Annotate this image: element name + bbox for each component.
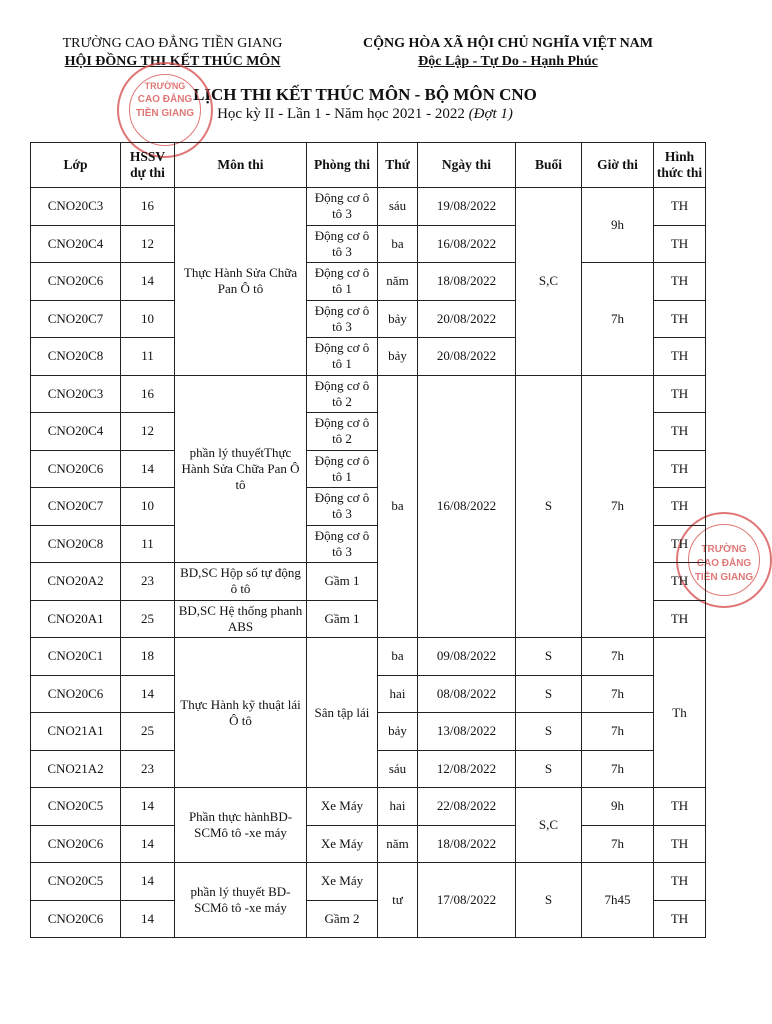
- cell-mon: BD,SC Hệ thống phanh ABS: [175, 600, 307, 638]
- cell-hssv: 16: [121, 188, 175, 226]
- cell-hinh: Th: [654, 638, 706, 788]
- cell-buoi: S: [516, 750, 582, 788]
- cell-hssv: 16: [121, 375, 175, 413]
- cell-thu: sáu: [378, 750, 418, 788]
- cell-buoi: S: [516, 375, 582, 638]
- cell-gio: 9h: [582, 788, 654, 826]
- cell-thu: ba: [378, 375, 418, 638]
- cell-ngay: 18/08/2022: [418, 263, 516, 301]
- col-header-phong: Phòng thi: [307, 143, 378, 188]
- col-header-buoi: Buổi: [516, 143, 582, 188]
- stamp2-line-2: CAO ĐẲNG: [696, 558, 752, 569]
- cell-hssv: 11: [121, 525, 175, 563]
- cell-thu: ba: [378, 225, 418, 263]
- cell-hinh: TH: [654, 563, 706, 601]
- cell-gio: 9h: [582, 188, 654, 263]
- table-row: [31, 638, 706, 676]
- cell-hssv: 14: [121, 825, 175, 863]
- cell-phong: Động cơ ô tô 3: [307, 488, 378, 526]
- cell-phong: Gầm 1: [307, 563, 378, 601]
- national-header: [318, 35, 698, 71]
- cell-hinh: TH: [654, 788, 706, 826]
- col-header-hinh: Hình thức thi: [654, 143, 706, 188]
- cell-hssv: 25: [121, 600, 175, 638]
- cell-phong: Xe Máy: [307, 825, 378, 863]
- stamp-line-3: TIỀN GIANG: [135, 108, 195, 119]
- exam-schedule-table: [30, 142, 706, 938]
- cell-phong: Động cơ ô tô 1: [307, 338, 378, 376]
- cell-gio: 7h: [582, 263, 654, 376]
- cell-hinh: TH: [654, 863, 706, 901]
- cell-lop: CNO20C7: [31, 300, 121, 338]
- cell-hinh: TH: [654, 375, 706, 413]
- cell-hssv: 18: [121, 638, 175, 676]
- cell-hinh: TH: [654, 525, 706, 563]
- cell-lop: CNO20C6: [31, 900, 121, 938]
- cell-mon: phần lý thuyết BD-SCMô tô -xe máy: [175, 863, 307, 938]
- cell-phong: Động cơ ô tô 1: [307, 450, 378, 488]
- cell-lop: CNO20A2: [31, 563, 121, 601]
- cell-lop: CNO20C4: [31, 225, 121, 263]
- table-row: [31, 825, 706, 863]
- cell-thu: bảy: [378, 338, 418, 376]
- cell-lop: CNO21A1: [31, 713, 121, 751]
- cell-ngay: 22/08/2022: [418, 788, 516, 826]
- table-header-row: [31, 143, 706, 188]
- cell-ngay: 17/08/2022: [418, 863, 516, 938]
- cell-hinh: TH: [654, 263, 706, 301]
- cell-thu: bảy: [378, 300, 418, 338]
- cell-hssv: 11: [121, 338, 175, 376]
- cell-ngay: 16/08/2022: [418, 375, 516, 638]
- document-subtitle: [0, 106, 730, 123]
- cell-lop: CNO20C8: [31, 525, 121, 563]
- cell-hssv: 25: [121, 713, 175, 751]
- col-header-lop: Lớp: [31, 143, 121, 188]
- table-row: [31, 863, 706, 901]
- cell-hssv: 10: [121, 300, 175, 338]
- table-row: [31, 375, 706, 413]
- cell-phong: Động cơ ô tô 2: [307, 375, 378, 413]
- cell-lop: CNO20C3: [31, 188, 121, 226]
- cell-lop: CNO20C4: [31, 413, 121, 451]
- col-header-gio: Giờ thi: [582, 143, 654, 188]
- table-row: [31, 263, 706, 301]
- cell-ngay: 13/08/2022: [418, 713, 516, 751]
- national-motto-line2: Độc Lập - Tự Do - Hạnh Phúc: [418, 54, 598, 69]
- cell-phong: Động cơ ô tô 3: [307, 300, 378, 338]
- cell-thu: bảy: [378, 713, 418, 751]
- cell-gio: 7h: [582, 825, 654, 863]
- cell-mon: Thực Hành Sửa Chữa Pan Ô tô: [175, 188, 307, 376]
- cell-hssv: 14: [121, 788, 175, 826]
- cell-hinh: TH: [654, 825, 706, 863]
- subtitle-text: Học kỳ II - Lần 1 - Năm học 2021 - 2022: [217, 106, 465, 122]
- cell-buoi: S: [516, 863, 582, 938]
- cell-mon: Thực Hành kỹ thuật lái Ô tô: [175, 638, 307, 788]
- cell-lop: CNO20C6: [31, 263, 121, 301]
- cell-lop: CNO20C5: [31, 863, 121, 901]
- cell-thu: năm: [378, 263, 418, 301]
- cell-buoi: S: [516, 638, 582, 676]
- cell-phong: Gầm 1: [307, 600, 378, 638]
- cell-ngay: 08/08/2022: [418, 675, 516, 713]
- cell-mon: Phần thực hànhBD-SCMô tô -xe máy: [175, 788, 307, 863]
- cell-hssv: 14: [121, 675, 175, 713]
- cell-phong: Động cơ ô tô 3: [307, 188, 378, 226]
- cell-thu: ba: [378, 638, 418, 676]
- cell-ngay: 16/08/2022: [418, 225, 516, 263]
- cell-ngay: 19/08/2022: [418, 188, 516, 226]
- cell-gio: 7h: [582, 638, 654, 676]
- col-header-thu: Thứ: [378, 143, 418, 188]
- cell-gio: 7h: [582, 750, 654, 788]
- cell-thu: hai: [378, 675, 418, 713]
- school-header: [40, 35, 305, 71]
- school-name: TRƯỜNG CAO ĐẲNG TIỀN GIANG: [62, 36, 283, 51]
- stamp2-line-1: TRƯỜNG: [701, 544, 747, 555]
- cell-hssv: 14: [121, 900, 175, 938]
- col-header-mon: Môn thi: [175, 143, 307, 188]
- table-row: [31, 188, 706, 226]
- cell-phong: Động cơ ô tô 3: [307, 525, 378, 563]
- national-motto-line1: CỘNG HÒA XÃ HỘI CHỦ NGHĨA VIỆT NAM: [362, 36, 653, 51]
- cell-phong: Động cơ ô tô 3: [307, 225, 378, 263]
- cell-hinh: TH: [654, 488, 706, 526]
- cell-hssv: 12: [121, 413, 175, 451]
- stamp-line-2: CAO ĐẲNG: [137, 94, 193, 105]
- cell-hssv: 23: [121, 750, 175, 788]
- cell-thu: sáu: [378, 188, 418, 226]
- cell-mon: phần lý thuyếtThực Hành Sửa Chữa Pan Ô tô: [175, 375, 307, 563]
- cell-lop: CNO20C6: [31, 450, 121, 488]
- cell-hinh: TH: [654, 600, 706, 638]
- cell-phong: Gầm 2: [307, 900, 378, 938]
- cell-mon: BD,SC Hộp số tự động ô tô: [175, 563, 307, 601]
- cell-lop: CNO20C7: [31, 488, 121, 526]
- table-row: [31, 788, 706, 826]
- col-header-ngay: Ngày thi: [418, 143, 516, 188]
- subtitle-batch: (Đợt 1): [468, 106, 513, 122]
- cell-hinh: TH: [654, 900, 706, 938]
- cell-thu: hai: [378, 788, 418, 826]
- cell-hssv: 14: [121, 450, 175, 488]
- cell-gio: 7h45: [582, 863, 654, 938]
- exam-council-name: HỘI ĐỒNG THI KẾT THÚC MÔN: [64, 54, 281, 69]
- cell-hssv: 10: [121, 488, 175, 526]
- cell-gio: 7h: [582, 713, 654, 751]
- cell-buoi: S: [516, 675, 582, 713]
- stamp-line-1: TRƯỜNG: [144, 81, 186, 91]
- cell-phong: Động cơ ô tô 1: [307, 263, 378, 301]
- cell-ngay: 20/08/2022: [418, 300, 516, 338]
- cell-ngay: 12/08/2022: [418, 750, 516, 788]
- cell-hinh: TH: [654, 225, 706, 263]
- cell-gio: 7h: [582, 375, 654, 638]
- cell-hssv: 12: [121, 225, 175, 263]
- cell-ngay: 20/08/2022: [418, 338, 516, 376]
- cell-phong: Xe Máy: [307, 788, 378, 826]
- cell-lop: CNO20C6: [31, 825, 121, 863]
- cell-phong: Sân tập lái: [307, 638, 378, 788]
- cell-hinh: TH: [654, 188, 706, 226]
- cell-hinh: TH: [654, 413, 706, 451]
- cell-phong: Xe Máy: [307, 863, 378, 901]
- cell-phong: Động cơ ô tô 2: [307, 413, 378, 451]
- cell-lop: CNO20C5: [31, 788, 121, 826]
- document-title: LỊCH THI KẾT THÚC MÔN - BỘ MÔN CNO: [193, 85, 537, 104]
- stamp2-line-3: TIỀN GIANG: [694, 572, 754, 583]
- cell-ngay: 18/08/2022: [418, 825, 516, 863]
- cell-gio: 7h: [582, 675, 654, 713]
- cell-hssv: 23: [121, 563, 175, 601]
- cell-lop: CNO20C6: [31, 675, 121, 713]
- cell-hssv: 14: [121, 263, 175, 301]
- cell-hinh: TH: [654, 450, 706, 488]
- cell-thu: tư: [378, 863, 418, 938]
- cell-lop: CNO20A1: [31, 600, 121, 638]
- cell-thu: năm: [378, 825, 418, 863]
- cell-lop: CNO20C8: [31, 338, 121, 376]
- cell-ngay: 09/08/2022: [418, 638, 516, 676]
- cell-lop: CNO20C1: [31, 638, 121, 676]
- cell-hinh: TH: [654, 300, 706, 338]
- cell-buoi: S: [516, 713, 582, 751]
- cell-lop: CNO21A2: [31, 750, 121, 788]
- cell-hinh: TH: [654, 338, 706, 376]
- cell-buoi: S,C: [516, 188, 582, 376]
- cell-buoi: S,C: [516, 788, 582, 863]
- cell-lop: CNO20C3: [31, 375, 121, 413]
- cell-hssv: 14: [121, 863, 175, 901]
- col-header-hssv: HSSV dự thi: [121, 143, 175, 188]
